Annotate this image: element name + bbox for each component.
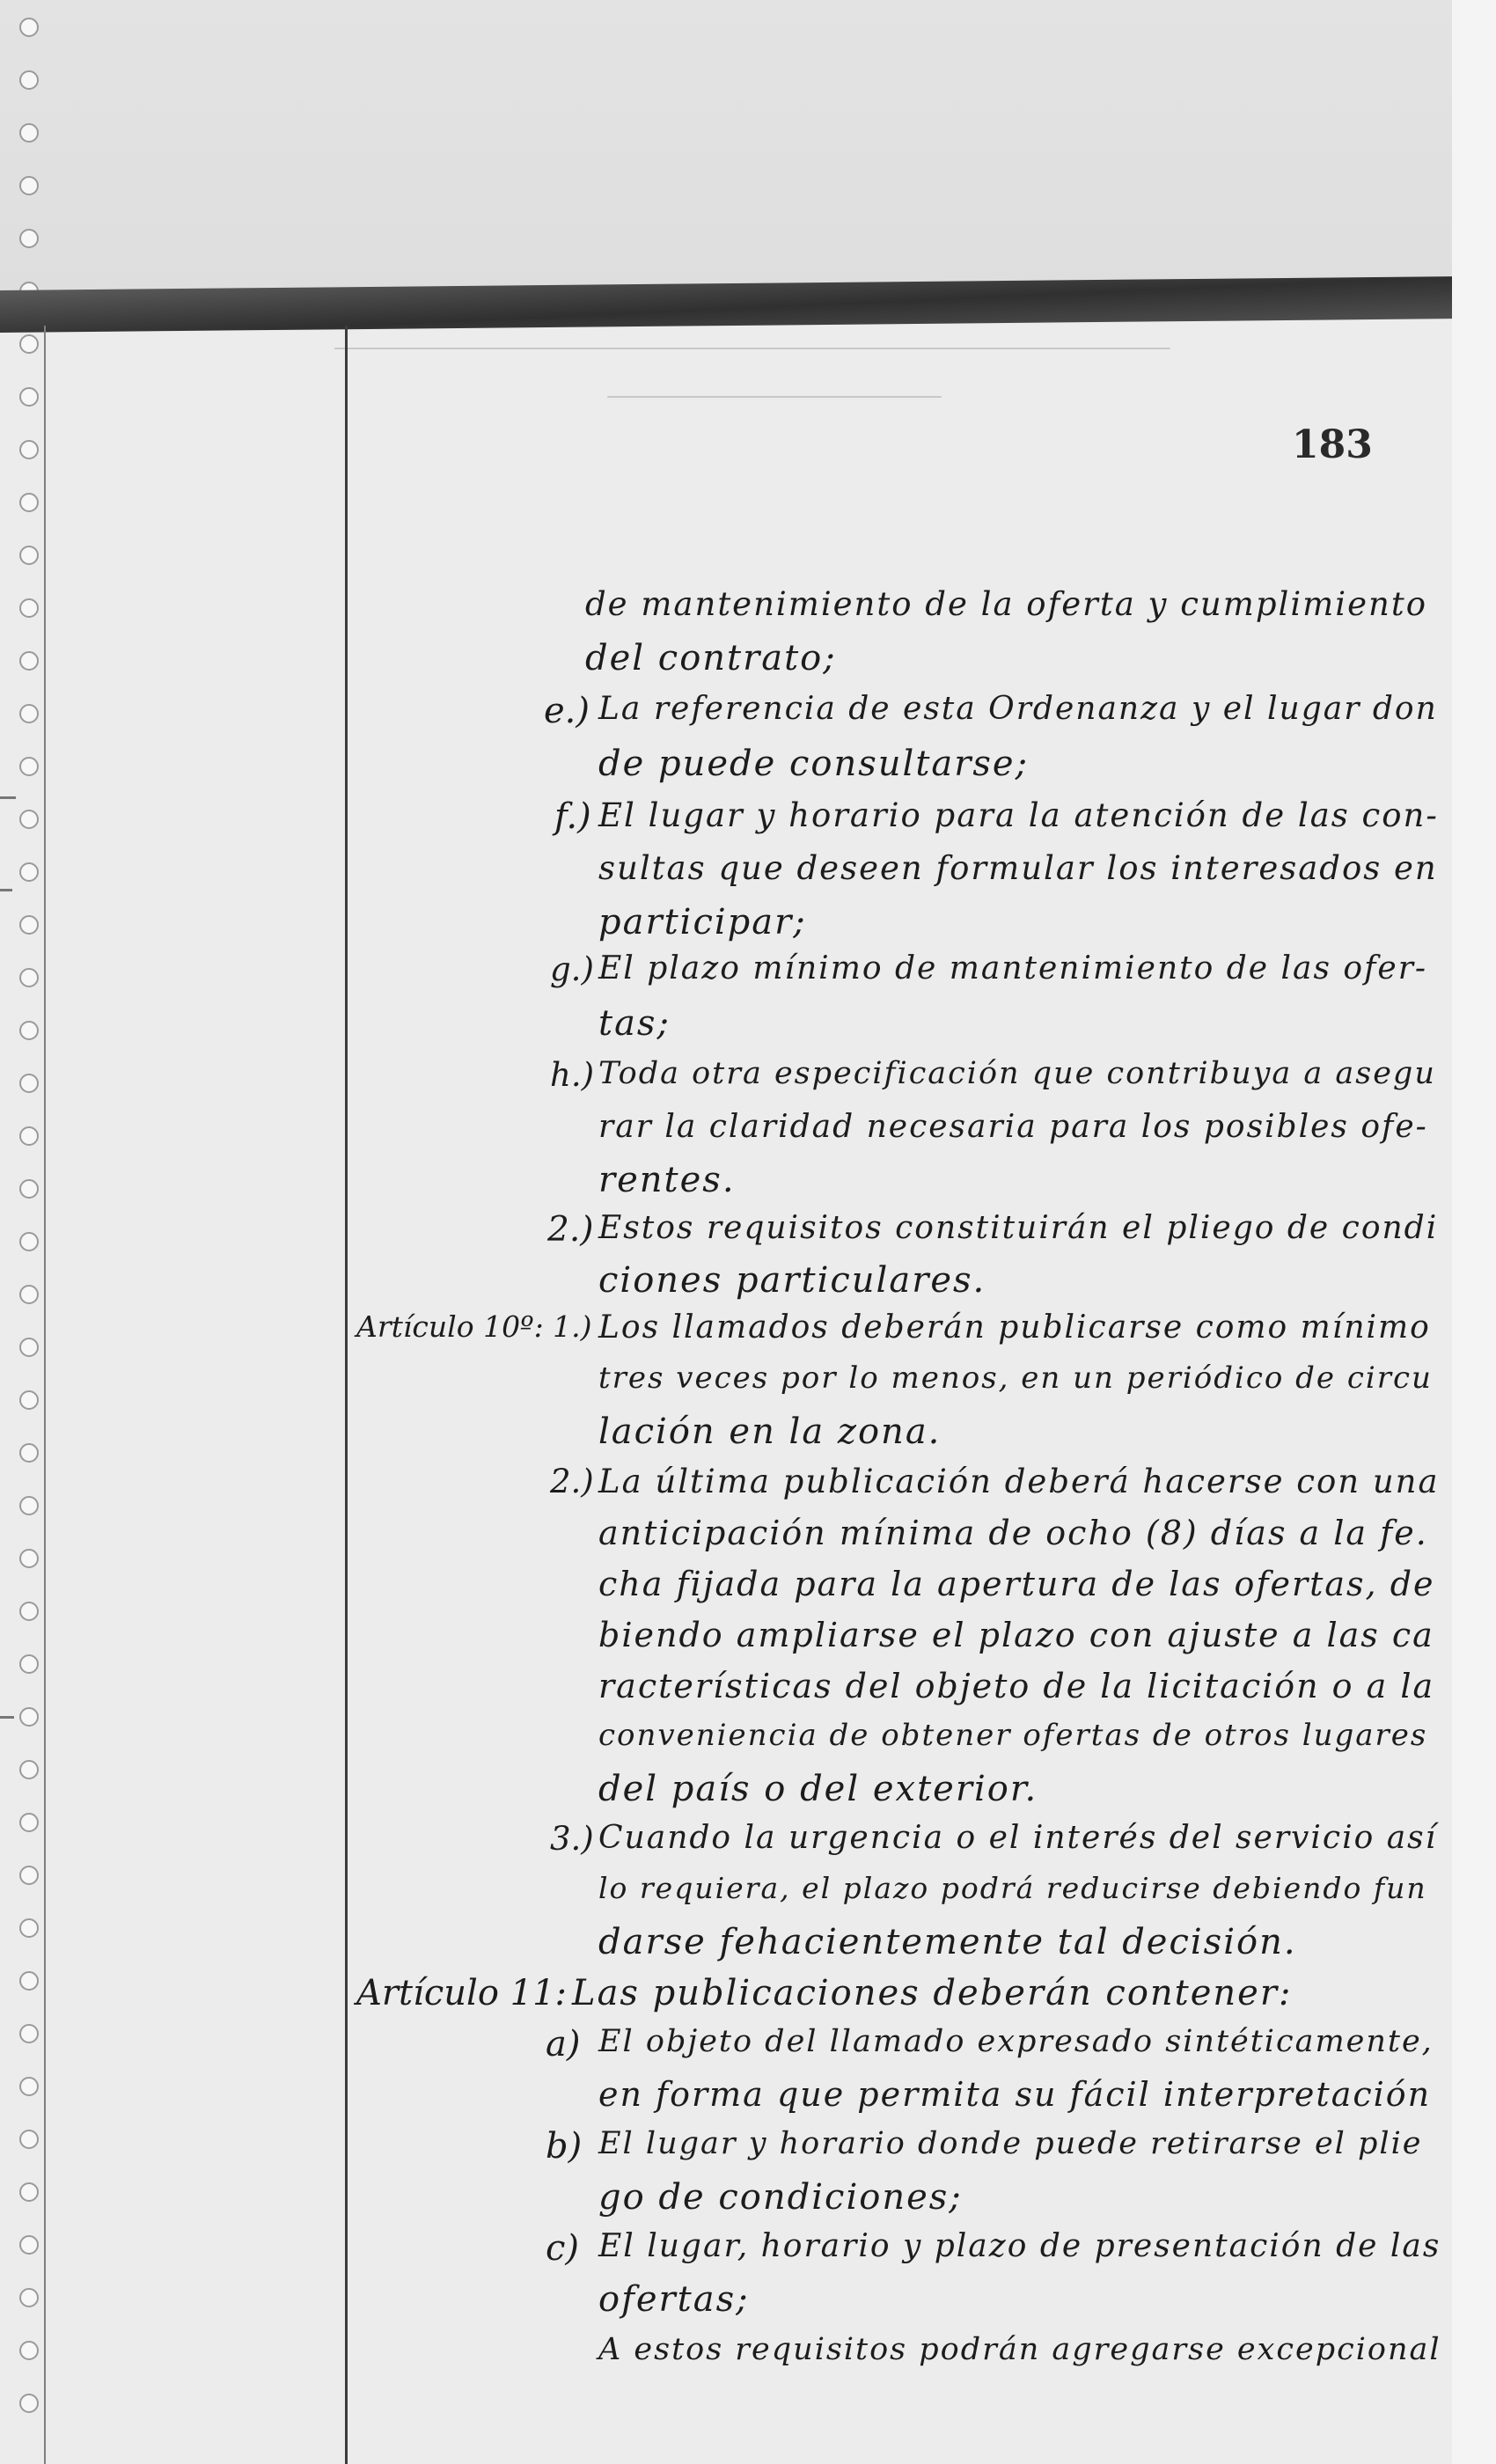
binding-hole [19,810,39,829]
binding-hole [19,546,39,565]
binding-hole [19,1760,39,1779]
line-text: del país o del exterior. [598,1769,1038,1809]
binding-hole [19,229,39,248]
binding-hole [19,968,39,987]
binding-hole [19,2235,39,2255]
line-text: El lugar y horario donde puede retirarse el plie [598,2126,1423,2161]
margin-mark [0,1716,14,1719]
line-text: El objeto del llamado expresado sintéticamente, [598,2024,1434,2059]
article-label: Artículo 11: [356,1973,568,2013]
line-text: El lugar y horario para la atención de las con- [598,796,1439,834]
binding-hole [19,493,39,512]
line-text: Los llamados deberán publicarse como mínimo [598,1309,1431,1346]
binding-hole [19,70,39,90]
line-text: El plazo mínimo de mantenimiento de las ofer- [598,950,1428,986]
margin-mark [0,796,16,799]
binding-hole [19,1074,39,1093]
line-text: A estos requisitos podrán agregarse excepcional [598,2332,1441,2367]
line-text: La referencia de esta Ordenanza y el lugar don [598,691,1438,727]
binding-hole [19,1390,39,1410]
binding-hole [19,2077,39,2096]
item-label: g.) [550,950,594,988]
binding-hole [19,2024,39,2043]
line-text: de puede consultarse; [598,744,1030,784]
binding-hole [19,651,39,671]
binding-hole [19,862,39,882]
line-text: rentes. [598,1160,736,1200]
line-text: biendo ampliarse el plazo con ajuste a las ca [598,1616,1434,1654]
binding-hole [19,1549,39,1568]
line-text: Toda otra especificación que contribuya a asegu [598,1056,1436,1091]
margin-line-left [44,326,46,2464]
binding-hole [19,704,39,723]
binding-hole [19,123,39,143]
line-text: go de condiciones; [598,2177,963,2218]
binding-hole [19,1232,39,1251]
binding-hole [19,1021,39,1040]
line-text: Las publicaciones deberán contener: [572,1973,1293,2013]
binding-hole [19,1496,39,1515]
bleed-line [334,348,1170,349]
line-text: ofertas; [598,2279,750,2320]
binding-hole [19,1918,39,1938]
binding-hole [19,2394,39,2413]
line-text: lo requiera, el plazo podrá reducirse debiendo fun [598,1871,1427,1905]
line-text: Cuando la urgencia o el interés del servicio así [598,1820,1438,1856]
binding-hole [19,1602,39,1621]
line-text: lación en la zona. [598,1412,942,1452]
binding-hole [19,1126,39,1146]
binding-hole [19,1654,39,1674]
item-label: b) [546,2126,583,2167]
line-text: anticipación mínima de ocho (8) días a la fe. [598,1514,1428,1552]
line-text: La última publicación deberá hacerse con una [598,1463,1440,1500]
item-label: 2.) [547,1210,594,1250]
line-text: ciones particulares. [598,1260,986,1301]
margin-mark [0,889,12,891]
page-edge [1452,0,1496,2464]
item-label: 2.) [550,1463,594,1500]
line-text: El lugar, horario y plazo de presentación de las [598,2228,1441,2264]
binding-hole [19,1813,39,1832]
binding-hole [19,2341,39,2360]
item-label: h.) [550,1056,595,1094]
binding-hole [19,18,39,37]
binding-hole [19,2288,39,2307]
binding-hole [19,387,39,407]
margin-line-main [345,326,348,2464]
previous-page-bleed-through [0,0,1452,308]
binding-hole [19,1707,39,1727]
line-text: darse fehacientemente tal decisión. [598,1922,1297,1962]
binding-hole [19,334,39,354]
binding-hole [19,1971,39,1991]
item-label: e.) [544,691,590,731]
line-text: rar la claridad necesaria para los posibles ofe- [598,1109,1428,1145]
line-text: tres veces por lo menos, en un periódico de circu [598,1360,1433,1396]
line-text: en forma que permita su fácil interpretación [598,2075,1432,2114]
binding-hole [19,440,39,459]
binding-hole [19,1866,39,1885]
line-text: conveniencia de obtener ofertas de otros lugares [598,1718,1428,1753]
binding-hole [19,1285,39,1304]
item-label: f.) [554,796,591,837]
binding-hole [19,1179,39,1199]
line-text: Estos requisitos constituirán el pliego de condi [598,1210,1439,1246]
item-label: c) [546,2228,580,2269]
binding-hole [19,757,39,776]
item-label: 3.) [550,1820,594,1858]
binding-hole [19,598,39,618]
binding-hole [19,2182,39,2202]
binding-holes [7,18,42,2446]
line-text: de mantenimiento de la oferta y cumplimiento [585,585,1427,623]
binding-hole [19,176,39,195]
article-label: Artículo 10º: 1.) [356,1309,592,1344]
binding-hole [19,2130,39,2149]
line-text: tas; [598,1003,671,1044]
item-label: a) [546,2024,581,2064]
binding-hole [19,915,39,935]
binding-hole [19,1338,39,1357]
line-text: del contrato; [585,638,837,678]
bleed-line [607,396,942,398]
line-text: cha fijada para la apertura de las ofertas, de [598,1565,1435,1603]
page-number: 183 [1292,422,1373,467]
line-text: sultas que deseen formular los interesados en [598,849,1438,887]
line-text: participar; [598,902,807,942]
line-text: racterísticas del objeto de la licitación o a la [598,1667,1435,1705]
binding-hole [19,1443,39,1463]
